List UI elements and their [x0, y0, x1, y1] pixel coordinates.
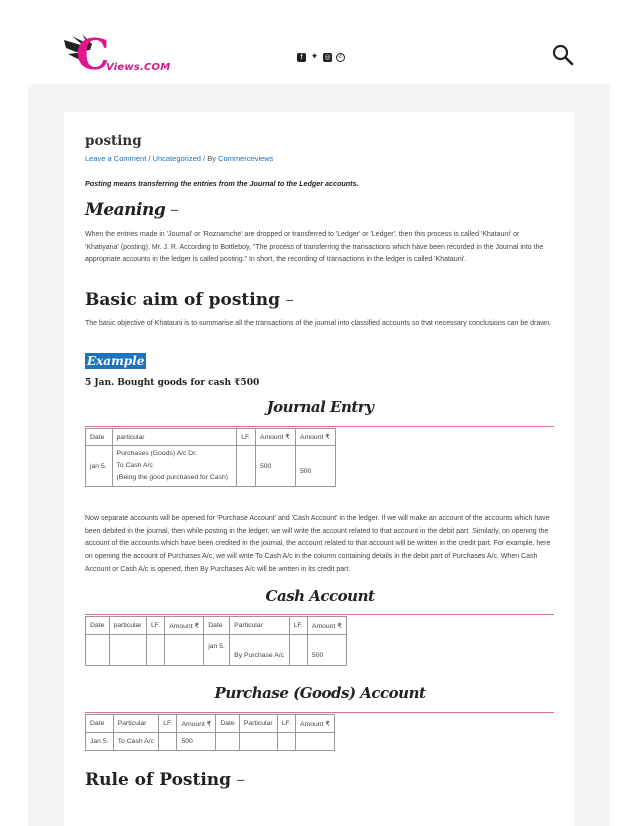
- table-cell: 500: [255, 446, 295, 487]
- table-cell: To Cash A/c: [113, 733, 159, 751]
- journal-heading: Journal Entry: [266, 398, 374, 416]
- table-header-cell: LF.: [277, 715, 295, 733]
- table-cell: [165, 635, 204, 666]
- table-row: [86, 635, 347, 666]
- divider: [85, 426, 554, 427]
- journal-table: [85, 428, 336, 487]
- table-header-cell: Date: [86, 429, 113, 446]
- table-header-row: [86, 617, 347, 635]
- table-cell: [146, 635, 164, 666]
- cash-account-heading: Cash Account: [265, 587, 375, 605]
- purchase-account-table: [85, 714, 335, 751]
- table-cell: jan 5.: [204, 635, 230, 666]
- table-header-cell: Date: [204, 617, 230, 635]
- table-header-cell: Date: [216, 715, 240, 733]
- facebook-icon[interactable]: f: [297, 53, 306, 62]
- rule-of-posting-heading: Rule of Posting –: [85, 770, 245, 790]
- table-row: [86, 733, 335, 751]
- table-cell: 500: [177, 733, 216, 751]
- table-header-cell: LF.: [146, 617, 164, 635]
- table-header-cell: Particular: [230, 617, 289, 635]
- table-cell: [289, 635, 307, 666]
- heading-dash: –: [280, 290, 294, 310]
- logo-text: Views.COM: [106, 62, 171, 73]
- example-line: 5 Jan. Bought goods for cash ₹500: [85, 378, 260, 388]
- example-label: Example: [87, 354, 145, 368]
- aim-heading: Basic aim of posting –: [85, 290, 294, 310]
- post-title: posting: [85, 133, 142, 149]
- table-header-cell: LF.: [159, 715, 177, 733]
- table-header-cell: particular: [112, 429, 237, 446]
- meta-separator-by: / By: [200, 154, 219, 163]
- table-cell: [159, 733, 177, 751]
- table-header-row: [86, 715, 335, 733]
- table-header-cell: Amount ₹: [165, 617, 204, 635]
- table-header-cell: Amount ₹: [177, 715, 216, 733]
- whatsapp-icon[interactable]: ✆: [336, 53, 345, 62]
- table-header-cell: LF.: [237, 429, 256, 446]
- table-header-cell: LF.: [289, 617, 307, 635]
- comment-link[interactable]: Leave a Comment: [85, 154, 147, 163]
- meta-separator: /: [146, 154, 153, 163]
- particular-line: (Being the good purchased for Cash): [116, 474, 228, 481]
- aim-paragraph: The basic objective of Khatauni is to summarise all the transactions of the journal into classified accounts so that necessary conclusions can be drawn.: [85, 320, 552, 327]
- table-cell: Jan 5.: [86, 733, 114, 751]
- table-cell: jan 5.: [86, 446, 113, 487]
- logo-letter: C: [76, 30, 110, 79]
- separate-accounts-paragraph: Now separate accounts will be opened for 'Purchase Account' and 'Cash Account' in the ledger. If we will make an account of the accounts which have been debited in the journal, then while posting in the ledger, we will write the account related to that account in the debit part. Similarly, on opening the account of the accounts which have been credited in the journal, the account related to that account will be written in the credit part. For example, here on opening the account of Purchases A/c, we will write To Cash A/c in the column containing details in the debit part of Purchases A/c. When Cash Account or Cash A/c is opened, then By Purchases A/c will be written in its credit part.: [85, 515, 551, 573]
- search-icon[interactable]: [552, 44, 574, 66]
- meaning-heading: Meaning –: [85, 200, 179, 220]
- table-cell: [277, 733, 295, 751]
- table-header-cell: Particular: [113, 715, 159, 733]
- particular-line: Purchases (Goods) A/c Dr.: [116, 450, 197, 457]
- twitter-icon[interactable]: ✦: [310, 52, 319, 62]
- table-cell: [109, 635, 146, 666]
- cash-account-table: [85, 616, 347, 666]
- table-header-cell: Particular: [239, 715, 277, 733]
- heading-dash: –: [231, 770, 245, 790]
- table-header-row: [86, 429, 336, 446]
- table-header-cell: Date: [86, 617, 110, 635]
- table-cell: 500: [295, 446, 335, 487]
- table-header-cell: Amount ₹: [255, 429, 295, 446]
- table-header-cell: Date: [86, 715, 114, 733]
- heading-dash: –: [165, 200, 179, 220]
- divider: [85, 712, 554, 713]
- table-cell: By Purchase A/c: [230, 635, 289, 666]
- meaning-paragraph: When the entries made in 'Journal' or 'Roznamche' are dropped or transferred to 'Ledger' or 'Ledger', then this process is called 'Khatauni' or 'Khatiyana' (posting). Mr. J. R. According to Bottleboy, "The process of transferring the transactions which have been recorded in the Journal into the appropriate accounts in the ledger is called posting." In short, the recording of transactions in the ledger is called 'Khatauni'.: [85, 231, 544, 264]
- social-links: [297, 53, 345, 62]
- table-cell: [296, 733, 335, 751]
- divider: [85, 614, 554, 615]
- table-cell: [216, 733, 240, 751]
- table-header-cell: particular: [109, 617, 146, 635]
- author-link[interactable]: Commerceviews: [218, 154, 274, 163]
- table-cell: [112, 446, 237, 487]
- instagram-icon[interactable]: ◎: [324, 53, 331, 61]
- table-cell: [239, 733, 277, 751]
- table-cell: [237, 446, 256, 487]
- category-link[interactable]: Uncategorized: [152, 154, 201, 163]
- table-cell: [86, 635, 110, 666]
- site-header: [0, 0, 638, 84]
- table-header-cell: Amount ₹: [296, 715, 335, 733]
- table-header-cell: Amount ₹: [307, 617, 346, 635]
- lead-text: Posting means transferring the entries from the Journal to the Ledger accounts.: [85, 179, 359, 188]
- site-logo[interactable]: [62, 30, 172, 78]
- post-meta: [85, 154, 273, 163]
- table-row: [86, 446, 336, 487]
- particular-line: To Cash A/c: [116, 462, 153, 469]
- purchase-account-heading: Purchase (Goods) Account: [214, 684, 426, 702]
- table-cell: 500: [307, 635, 346, 666]
- table-header-cell: Amount ₹: [295, 429, 335, 446]
